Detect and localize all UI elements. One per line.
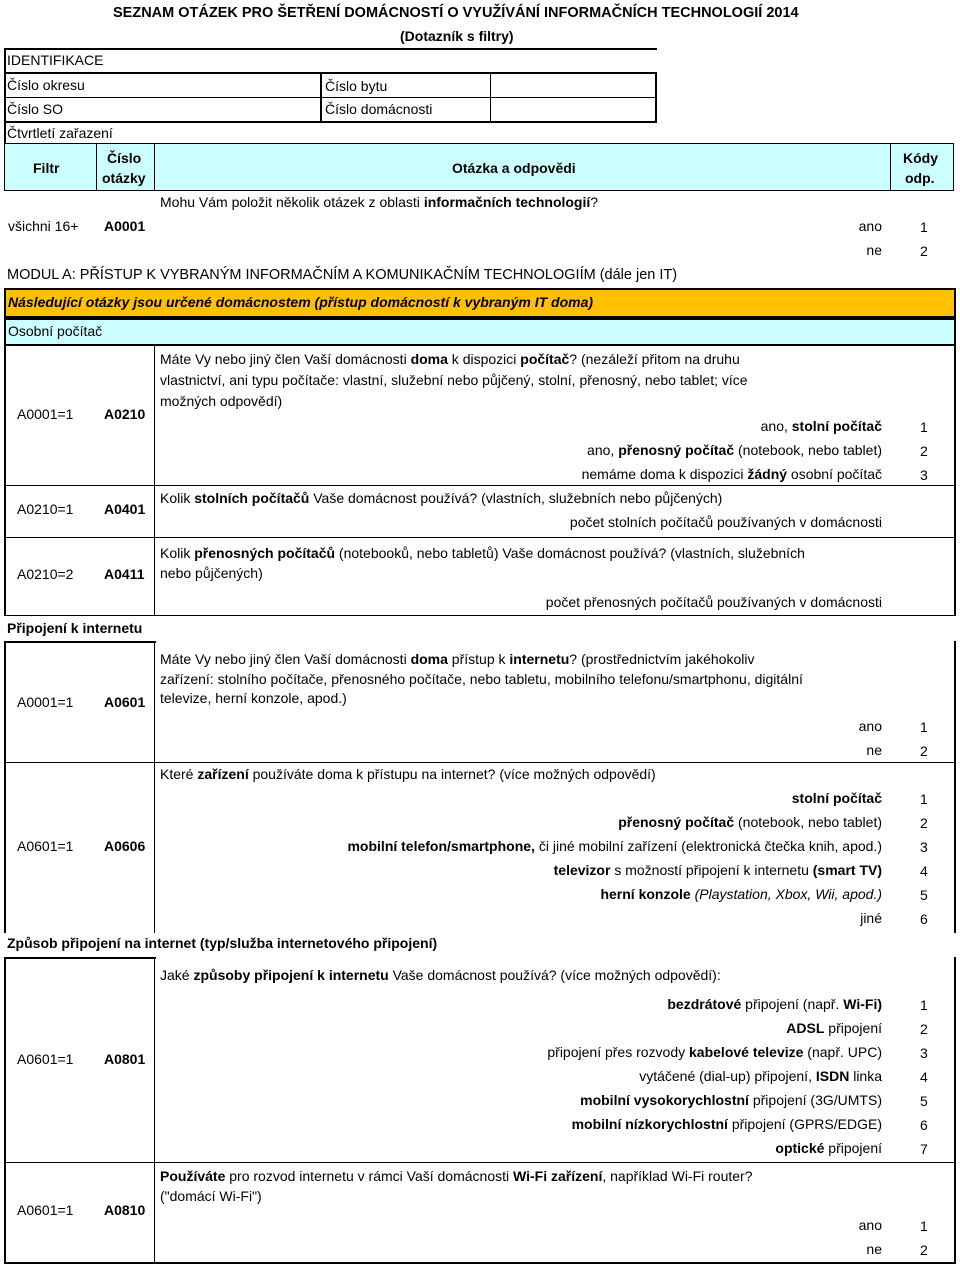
q0001-filter: všichni 16+ xyxy=(8,218,79,234)
field-cislo-okresu: Číslo okresu xyxy=(7,77,85,93)
q0210-opt-2: ano, přenosný počítač (notebook, nebo tablet) xyxy=(587,442,882,458)
q0601-text-1: Máte Vy nebo jiný člen Vaší domácnosti doma přístup k internetu? (prostřednictvím jakéhokoliv xyxy=(160,651,755,667)
q0606-opt-4-code: 4 xyxy=(920,863,928,879)
q0801-opt-3: připojení přes rozvody kabelové televize (např. UPC) xyxy=(547,1044,882,1060)
q0411-text-1: Kolik přenosných počítačů (notebooků, nebo tabletů) Vaše domácnost používá? (vlastních, služebních xyxy=(160,545,805,561)
q0210-text-3: možných odpovědí) xyxy=(160,393,283,409)
q0810-text-2: ("domácí Wi-Fi") xyxy=(160,1188,262,1204)
q0801-opt-2-code: 2 xyxy=(920,1021,928,1037)
q0601-text-2: zařízení: stolního počítače, přenosného počítače, nebo tabletu, mobilního telefonu/smartphonu, digitální xyxy=(160,671,803,687)
q0401-code: A0401 xyxy=(104,501,146,517)
q0210-filter: A0001=1 xyxy=(17,406,74,422)
q0001-code: A0001 xyxy=(104,218,146,234)
q0601-text-3: televize, herní konzole, apod.) xyxy=(160,690,347,706)
q0810-opt-label: ne xyxy=(866,1241,882,1257)
q0001-opt-code: 1 xyxy=(920,219,928,235)
q0810-opt-code: 1 xyxy=(920,1218,928,1234)
q0601-opt-code: 2 xyxy=(920,743,928,759)
q0606-text: Které zařízení používáte doma k přístupu na internet? (více možných odpovědí) xyxy=(160,766,656,782)
q0001-text: Mohu Vám položit několik otázek z oblasti informačních technologií? xyxy=(160,194,599,210)
q0801-opt-5: mobilní vysokorychlostní připojení (3G/UMTS) xyxy=(580,1092,882,1108)
q0810-opt-label: ano xyxy=(858,1217,882,1233)
section-zpusob-pripojeni: Způsob připojení na internet (typ/služba internetového připojení) xyxy=(7,935,438,951)
col-kody: Kódy xyxy=(903,150,938,166)
q0210-text-1: Máte Vy nebo jiný člen Vaší domácnosti doma k dispozici počítač? (nezáleží přitom na druhu xyxy=(160,351,740,367)
q0801-opt-6-code: 6 xyxy=(920,1117,928,1133)
q0606-opt-6: jiné xyxy=(860,910,882,926)
q0801-text: Jaké způsoby připojení k internetu Vaše domácnost používá? (více možných odpovědí): xyxy=(160,967,721,983)
field-ctvrtleti: Čtvrtletí zařazení xyxy=(7,125,113,141)
q0601-code: A0601 xyxy=(104,694,146,710)
q0810-code: A0810 xyxy=(104,1202,146,1218)
col-odp: odp. xyxy=(905,170,935,186)
q0801-opt-3-code: 3 xyxy=(920,1045,928,1061)
field-cislo-domacnosti: Číslo domácnosti xyxy=(325,101,433,117)
q0411-answer: počet přenosných počítačů používaných v domácnosti xyxy=(545,594,882,610)
col-otazky: otázky xyxy=(102,170,146,186)
col-filtr: Filtr xyxy=(33,160,60,176)
q0801-filter: A0601=1 xyxy=(17,1051,74,1067)
modul-subtitle: Následující otázky jsou určené domácnostem (přístup domácností k vybraným IT doma) xyxy=(8,294,594,310)
field-cislo-so: Číslo SO xyxy=(7,101,64,117)
q0210-opt-1-code: 1 xyxy=(920,419,928,435)
q0606-opt-3-code: 3 xyxy=(920,839,928,855)
section-osobni-pocitac: Osobní počítač xyxy=(8,323,103,339)
q0411-text-2: nebo půjčených) xyxy=(160,565,263,581)
q0606-opt-1: stolní počítač xyxy=(791,790,882,806)
q0001-opt-label: ano xyxy=(858,218,882,234)
q0210-opt-3: nemáme doma k dispozici žádný osobní počítač xyxy=(581,466,882,482)
q0606-opt-5-code: 5 xyxy=(920,887,928,903)
q0606-opt-2: přenosný počítač (notebook, nebo tablet) xyxy=(618,814,882,830)
q0810-filter: A0601=1 xyxy=(17,1202,74,1218)
q0601-opt-label: ano xyxy=(858,718,882,734)
q0606-opt-2-code: 2 xyxy=(920,815,928,831)
q0401-answer: počet stolních počítačů používaných v domácnosti xyxy=(569,514,882,530)
q0801-opt-1-code: 1 xyxy=(920,997,928,1013)
q0606-filter: A0601=1 xyxy=(17,838,74,854)
q0606-opt-1-code: 1 xyxy=(920,791,928,807)
q0801-opt-5-code: 5 xyxy=(920,1093,928,1109)
q0801-code: A0801 xyxy=(104,1051,146,1067)
col-cislo: Číslo xyxy=(107,150,142,166)
q0606-opt-3: mobilní telefon/smartphone, či jiné mobilní zařízení (elektronická čtečka knih, apod.) xyxy=(347,838,882,854)
q0601-opt-code: 1 xyxy=(920,719,928,735)
q0801-opt-4-code: 4 xyxy=(920,1069,928,1085)
q0210-code: A0210 xyxy=(104,406,146,422)
q0210-opt-3-code: 3 xyxy=(920,467,928,483)
document-title: SEZNAM OTÁZEK PRO ŠETŘENÍ DOMÁCNOSTÍ O VYUŽÍVÁNÍ INFORMAČNÍCH TECHNOLOGIÍ 2014 xyxy=(113,5,799,21)
q0001-opt-label: ne xyxy=(866,242,882,258)
q0606-opt-6-code: 6 xyxy=(920,911,928,927)
q0810-opt-code: 2 xyxy=(920,1242,928,1258)
q0801-opt-4: vytáčené (dial-up) připojení, ISDN linka xyxy=(639,1068,882,1084)
q0801-opt-7: optické připojení xyxy=(775,1140,882,1156)
q0606-code: A0606 xyxy=(104,838,146,854)
q0210-text-2: vlastnictví, ani typu počítače: vlastní, služební nebo půjčený, stolní, přenosný, nebo tablet; více xyxy=(160,372,748,388)
q0810-text-1: Používáte pro rozvod internetu v rámci Vaší domácnosti Wi-Fi zařízení, například Wi-Fi router? xyxy=(160,1168,753,1184)
section-pripojeni: Připojení k internetu xyxy=(7,620,143,636)
q0210-opt-1: ano, stolní počítač xyxy=(760,418,882,434)
q0401-text: Kolik stolních počítačů Vaše domácnost používá? (vlastních, služebních nebo půjčených) xyxy=(160,490,723,506)
q0001-opt-code: 2 xyxy=(920,243,928,259)
q0801-opt-2: ADSL připojení xyxy=(786,1020,882,1036)
field-cislo-bytu: Číslo bytu xyxy=(325,78,388,94)
q0801-opt-1: bezdrátové připojení (např. Wi-Fi) xyxy=(667,996,882,1012)
q0606-opt-4: televizor s možností připojení k internetu (smart TV) xyxy=(553,862,882,878)
q0411-code: A0411 xyxy=(104,566,145,582)
q0801-opt-6: mobilní nízkorychlostní připojení (GPRS/EDGE) xyxy=(571,1116,882,1132)
q0401-filter: A0210=1 xyxy=(17,501,74,517)
q0601-filter: A0001=1 xyxy=(17,694,74,710)
document-subtitle: (Dotazník s filtry) xyxy=(400,28,514,44)
q0210-opt-2-code: 2 xyxy=(920,443,928,459)
ident-title: IDENTIFIKACE xyxy=(7,52,104,68)
q0606-opt-5: herní konzole (Playstation, Xbox, Wii, apod.) xyxy=(600,886,882,902)
col-otazka-odpovedi: Otázka a odpovědi xyxy=(452,160,576,176)
modul-title: MODUL A: PŘÍSTUP K VYBRANÝM INFORMAČNÍM A KOMUNIKAČNÍM TECHNOLOGIÍM (dále jen IT) xyxy=(7,267,678,283)
q0801-opt-7-code: 7 xyxy=(920,1141,928,1157)
q0411-filter: A0210=2 xyxy=(17,566,74,582)
q0601-opt-label: ne xyxy=(866,742,882,758)
